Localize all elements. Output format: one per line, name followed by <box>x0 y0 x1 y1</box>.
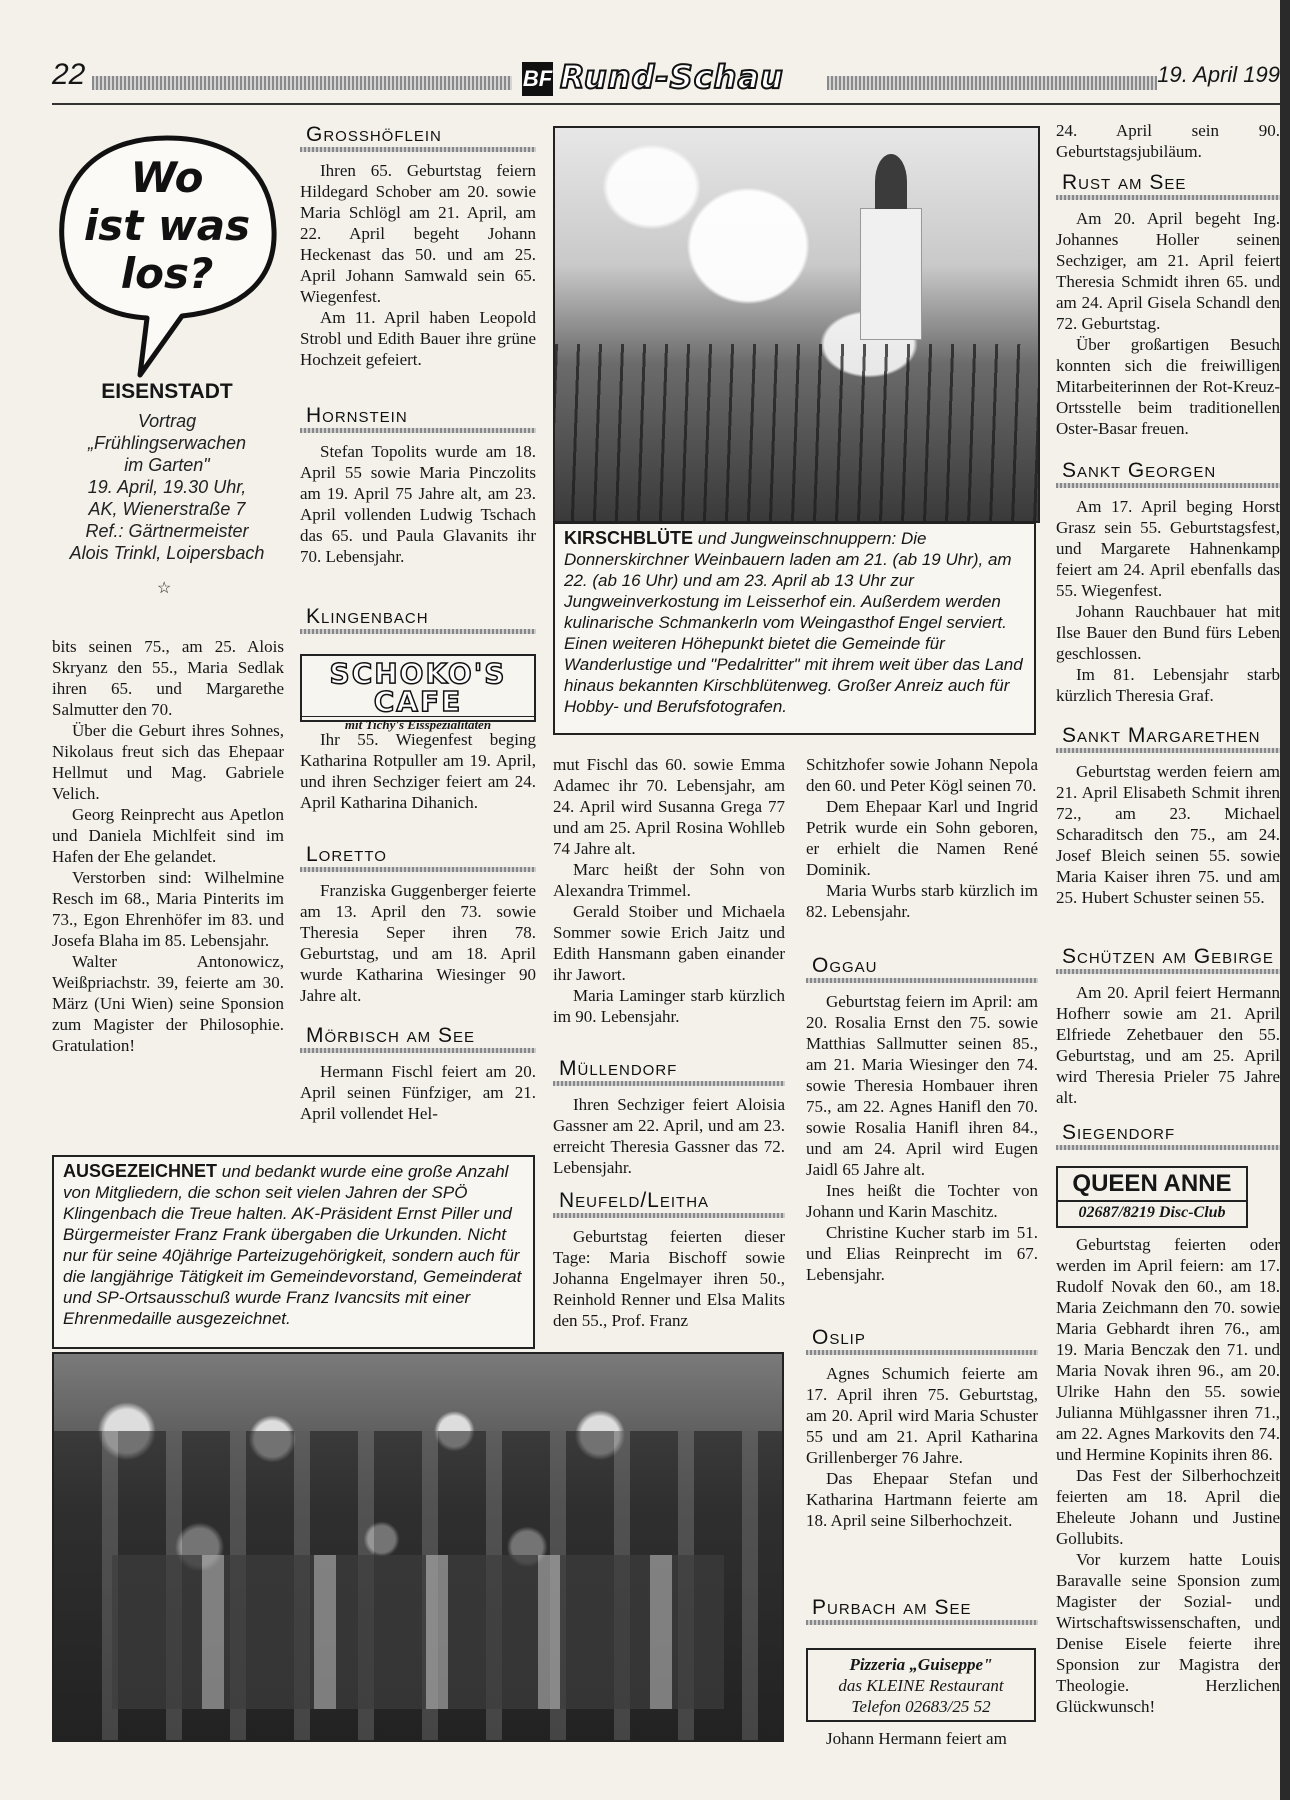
header-bar-right <box>827 76 1157 90</box>
church-tower-image <box>860 208 922 340</box>
paragraph: Johann Rauchbauer hat mit Ilse Bauer den Bund fürs Leben geschlossen. <box>1056 602 1280 663</box>
star-icon: ☆ <box>157 580 172 597</box>
paragraph: Geburtstag feierten dieser Tage: Maria Bischoff sowie Johanna Engelmayer ihren 50., Reinhold Renner und Elsa Malits den 55., Prof. Franz <box>553 1227 785 1330</box>
section-heading-schuetzen <box>1056 946 1280 974</box>
group-photo <box>52 1352 784 1742</box>
paragraph: Marc heißt der Sohn von Alexandra Trimmel. <box>553 860 785 900</box>
pizzeria-ad <box>806 1648 1036 1722</box>
event-line: „Frühlingserwachen <box>87 433 247 453</box>
section-heading-grosshoeflein <box>300 124 536 152</box>
section-heading-muellendorf <box>553 1058 785 1086</box>
event-line: im Garten" <box>124 455 210 475</box>
event-line: Vortrag <box>137 411 197 431</box>
ad-line: Telefon 02683/25 52 <box>851 1697 991 1716</box>
grosshoeflein-text <box>300 160 536 370</box>
heading-text: Sankt Margarethen <box>1062 724 1261 747</box>
paragraph: Über die Geburt ihres Sohnes, Nikolaus freut sich das Ehepaar Hellmut und Mag. Gabriele Velich. <box>52 721 284 803</box>
heading-text: Oslip <box>812 1326 866 1349</box>
paragraph: Verstorben sind: Wilhelmine Resch im 68., Maria Pinterits im 73., Egon Ehrenhöfer im 83. und Josefa Blaha im 85. Lebensjahr. <box>52 868 284 950</box>
caption-lead: KIRSCHBLÜTE <box>564 528 693 548</box>
paragraph: Johann Hermann feiert am <box>826 1729 1007 1748</box>
paragraph: Ihr 55. Wiegenfest beging Katharina Rotpuller am 19. April, und ihren Sechziger feiert am 24. April Katharina Dihanich. <box>300 730 536 812</box>
sankt-georgen-text <box>1056 496 1280 706</box>
caption-text: und Jungweinschnuppern: Die Donnerskirchner Weinbauern laden am 21. (ab 19 Uhr), am 22. (ab 16 Uhr) und am 23. April ab 13 Uhr zur Jungweinverkostung im Leisserhof ein. Außerdem werden kulinarische Schmankerln vom Weingasthof Engel serviert. Einen weiteren Höhepunkt bietet die Gemeinde für Wanderlustige und "Pedalritter" mit ihrem weit über das Land hinaus bekannten Kirschblütenweg. Großer Anreiz auch für Hobby- und Berufsfotografen. <box>564 529 1023 716</box>
bubble-line-2: ist was <box>83 201 251 250</box>
section-heading-sankt-margarethen <box>1056 725 1280 753</box>
paragraph: Agnes Schumich feierte am 17. April ihren 75. Geburtstag, am 20. April wird Maria Schuster 55 und am 21. April Katharina Grillenberger 76 Jahre. <box>806 1364 1038 1467</box>
heading-text: Hornstein <box>306 404 408 427</box>
column-4-intro <box>806 754 1038 922</box>
page-edge <box>1280 0 1290 1800</box>
section-heading-oggau <box>806 955 1038 983</box>
paragraph: Im 81. Lebensjahr starb kürzlich Theresia Graf. <box>1056 665 1280 705</box>
event-line: Alois Trinkl, Loipersbach <box>69 543 265 563</box>
caption-lead: AUSGEZEICHNET <box>63 1161 218 1181</box>
ad-phone: 02687/8219 Disc-Club <box>1058 1200 1246 1224</box>
speech-bubble <box>52 130 282 380</box>
muellendorf-text <box>553 1094 785 1178</box>
event-line: 19. April, 19.30 Uhr, <box>87 477 247 497</box>
seated-people-image <box>112 1555 724 1709</box>
cherry-blossom-photo <box>553 126 1040 523</box>
paragraph: Walter Antonowicz, Weißpriachstr. 39, feierte am 30. März (Uni Wien) seine Sponsion zum Magister der Philosophie. Gratulation! <box>52 952 284 1055</box>
paragraph: Geburtstag werden feiern am 21. April Elisabeth Schmit ihren 72., am 23. Michael Scharaditsch den 75., am 24. Josef Bleich seinen 55. sowie Maria Kaiser ihren 75. und am 25. Hubert Schuster seinen 55. <box>1056 762 1280 907</box>
moerbisch-text <box>300 1061 536 1124</box>
heading-text: Neufeld/Leitha <box>559 1189 710 1212</box>
publication-logo: Rund-Schau <box>560 58 784 96</box>
page-header <box>52 58 1280 102</box>
section-heading-siegendorf <box>1056 1122 1280 1150</box>
heading-text: Klingenbach <box>306 605 429 628</box>
heading-text: Purbach am See <box>812 1596 972 1619</box>
schuetzen-text <box>1056 982 1280 1108</box>
ad-title: SCHOKO'S CAFE <box>329 657 507 718</box>
column-3-intro <box>553 754 785 1027</box>
paragraph: Geburtstag feiern im April: am 20. Rosalia Ernst den 75. sowie Matthias Sallmutter seinen 85., am 21. Maria Wiesinger den 74. sowie Theresia Hombauer ihren 75., am 22. Agnes Hanifl den 70. sowie Rosalia Hanifl ihren 84., und am 24. April wird Eugen Jaidl 65 Jahre alt. <box>806 992 1038 1179</box>
schoko-cafe-ad <box>300 654 536 732</box>
bubble-line-1: Wo <box>130 153 204 202</box>
page-number: 22 <box>52 58 86 91</box>
section-heading-rust <box>1056 172 1280 200</box>
queen-anne-ad <box>1056 1166 1248 1228</box>
paragraph: Schitzhofer sowie Johann Nepola den 60. und Peter Kögl seinen 70. <box>806 755 1038 795</box>
section-heading-oslip <box>806 1327 1038 1355</box>
event-line: Ref.: Gärtnermeister <box>85 521 249 541</box>
paragraph: Franziska Guggenberger feierte am 13. April den 73. sowie Theresia Seper ihren 78. Geburtstag, und am 18. April wurde Katharina Wiesinger 90 Jahre alt. <box>300 881 536 1005</box>
logo-mark: BF <box>522 62 553 96</box>
heading-text: Loretto <box>306 843 387 866</box>
paragraph: Ines heißt die Tochter von Johann und Karin Maschitz. <box>806 1181 1038 1221</box>
paragraph: Vor kurzem hatte Louis Baravalle seine Sponsion zum Magister der Sozial- und Wirtschaftswissenschaften, und Denise Eisele feierte ihre Sponsion zur Magistra der Theologie. Herzlichen Glückwunsch! <box>1056 1550 1280 1716</box>
heading-text: Rust am See <box>1062 171 1187 194</box>
section-heading-moerbisch <box>300 1025 536 1053</box>
section-heading-purbach <box>806 1597 1038 1625</box>
paragraph: Geburtstag feierten oder werden im April feiern: am 17. Rudolf Novak den 60., am 18. Maria Zeichmann den 70. sowie Maria Gebhardt ihren 76., am 19. Maria Benczak den 71. und Maria Novak ihren 96., am 20. Ulrike Hahn den 55. sowie Julianna Mühlgassner ihren 71., am 22. Agnes Markovits den 74. und Hermine Kopinits ihren 86. <box>1056 1235 1280 1464</box>
bubble-text <box>52 130 282 298</box>
loretto-text <box>300 880 536 1006</box>
section-heading-klingenbach <box>300 606 536 634</box>
event-line: AK, Wienerstraße 7 <box>88 499 246 519</box>
paragraph: Maria Wurbs starb kürzlich im 82. Lebensjahr. <box>806 881 1038 921</box>
ad-line: Pizzeria „Guiseppe" <box>849 1655 993 1674</box>
ausgezeichnet-caption <box>52 1155 535 1349</box>
heading-text: Grosshöflein <box>306 123 442 146</box>
paragraph: Das Fest der Silberhochzeit feierten am 18. April die Eheleute Johann und Justine Gollubits. <box>1056 1466 1280 1548</box>
heading-text: Siegendorf <box>1062 1121 1176 1144</box>
klingenbach-text <box>300 729 536 813</box>
paragraph: Georg Reinprecht aus Apetlon und Daniela Michlfeit sind im Hafen der Ehe gelandet. <box>52 805 284 866</box>
heading-text: Mörbisch am See <box>306 1024 476 1047</box>
ad-title: QUEEN ANNE <box>1072 1170 1232 1197</box>
oggau-text <box>806 991 1038 1285</box>
paragraph: Das Ehepaar Stefan und Katharina Hartmann feierte am 18. April seine Silberhochzeit. <box>806 1469 1038 1530</box>
kirschbluete-caption <box>553 522 1036 735</box>
eisenstadt-event-info <box>52 410 282 564</box>
paragraph: mut Fischl das 60. sowie Emma Adamec ihr 70. Lebensjahr, am 24. April wird Susanna Grega 77 und am 25. April Rosina Wohlleb 74 Jahre alt. <box>553 755 785 858</box>
siegendorf-text <box>1056 1234 1280 1717</box>
section-heading-sankt-georgen <box>1056 460 1280 488</box>
bubble-line-3: los? <box>120 249 214 298</box>
paragraph: Über großartigen Besuch konnten sich die freiwilligen Mitarbeiterinnen der Rot-Kreuz-Ortsstelle beim traditionellen Oster-Basar freuen. <box>1056 335 1280 438</box>
heading-text: Müllendorf <box>559 1057 678 1080</box>
paragraph: 24. April sein 90. Geburtstagsjubiläum. <box>1056 121 1280 161</box>
ad-subtitle: mit Tichy's Eisspezialitäten <box>302 716 534 732</box>
header-bar-left <box>92 76 512 90</box>
sankt-margarethen-text <box>1056 761 1280 908</box>
paragraph: Am 20. April feiert Hermann Hofherr sowie am 21. April Elfriede Zehetbauer den 55. Geburtstag, und am 25. April wird Theresia Prieler 75 Jahre alt. <box>1056 983 1280 1107</box>
purbach-text <box>806 1728 1038 1749</box>
paragraph: bits seinen 75., am 25. Alois Skryanz den 55., Maria Sedlak ihren 65. und Margarethe Salmutter den 70. <box>52 637 284 719</box>
section-heading-neufeld <box>553 1190 785 1218</box>
paragraph: Am 17. April beging Horst Grasz sein 55. Geburtstagsfest, und Margarete Hahnenkamp feiert am 24. April ebenfalls das 55. Wiegenfest. <box>1056 497 1280 600</box>
paragraph: Am 11. April haben Leopold Strobl und Edith Bauer ihre grüne Hochzeit gefeiert. <box>300 308 536 369</box>
paragraph: Gerald Stoiber und Michaela Sommer sowie Erich Jaitz und Edith Hansmann gaben einander ihr Jawort. <box>553 902 785 984</box>
heading-text: Sankt Georgen <box>1062 459 1217 482</box>
paragraph: Stefan Topolits wurde am 18. April 55 sowie Maria Pinczolits am 19. April 75 Jahre alt, am 23. April vollenden Ludwig Tschach das 65. und Paula Glavanits ihr 70. Lebensjahr. <box>300 442 536 566</box>
heading-text: Schützen am Gebirge <box>1062 945 1274 968</box>
section-heading-loretto <box>300 844 536 872</box>
oslip-text <box>806 1363 1038 1531</box>
paragraph: Dem Ehepaar Karl und Ingrid Petrik wurde ein Sohn geboren, er erhielt die Namen René Dominik. <box>806 797 1038 879</box>
column-5-intro <box>1056 120 1280 162</box>
paragraph: Am 20. April begeht Ing. Johannes Holler seinen Sechziger, am 21. April feiert Theresia Schmidt ihren 65. und am 24. April Gisela Schandl den 72. Geburtstag. <box>1056 209 1280 333</box>
column-1-text <box>52 636 284 1056</box>
vineyard-image <box>555 344 1038 521</box>
paragraph: Ihren 65. Geburtstag feiern Hildegard Schober am 20. sowie Maria Schlögl am 21. April, am 22. April begeht Johann Heckenast das 50. und am 25. April Johann Samwald sein 65. Wiegenfest. <box>300 161 536 306</box>
caption-text: und bedankt wurde eine große Anzahl von Mitgliedern, die schon seit vielen Jahren der SPÖ Klingenbach die Treue halten. AK-Präsident Ernst Piller und Bürgermeister Franz Frank übergaben die Urkunden. Nicht nur für seine 40jährige Parteizugehörigkeit, sondern auch für die langjährige Tätigkeit im Gemeindevorstand, Gemeinderat und SP-Ortsausschuß wurde Franz Ivancsits mit einer Ehrenmedaille ausgezeichnet. <box>63 1162 522 1328</box>
neufeld-text <box>553 1226 785 1331</box>
paragraph: Hermann Fischl feiert am 20. April seinen Fünfziger, am 21. April vollendet Hel- <box>300 1062 536 1123</box>
header-rule <box>52 103 1280 105</box>
heading-text: Oggau <box>812 954 878 977</box>
paragraph: Christine Kucher starb im 51. und Elias Reinprecht im 67. Lebensjahr. <box>806 1223 1038 1284</box>
section-heading-hornstein <box>300 405 536 433</box>
paragraph: Ihren Sechziger feiert Aloisia Gassner am 22. April, und am 23. erreicht Theresia Gassner das 72. Lebensjahr. <box>553 1095 785 1177</box>
paragraph: Maria Laminger starb kürzlich im 90. Lebensjahr. <box>553 986 785 1026</box>
rust-text <box>1056 208 1280 439</box>
eisenstadt-heading: EISENSTADT <box>101 380 233 403</box>
hornstein-text <box>300 441 536 567</box>
ad-line: das KLEINE Restaurant <box>838 1676 1004 1695</box>
issue-date: 19. April 199 <box>1157 62 1280 87</box>
